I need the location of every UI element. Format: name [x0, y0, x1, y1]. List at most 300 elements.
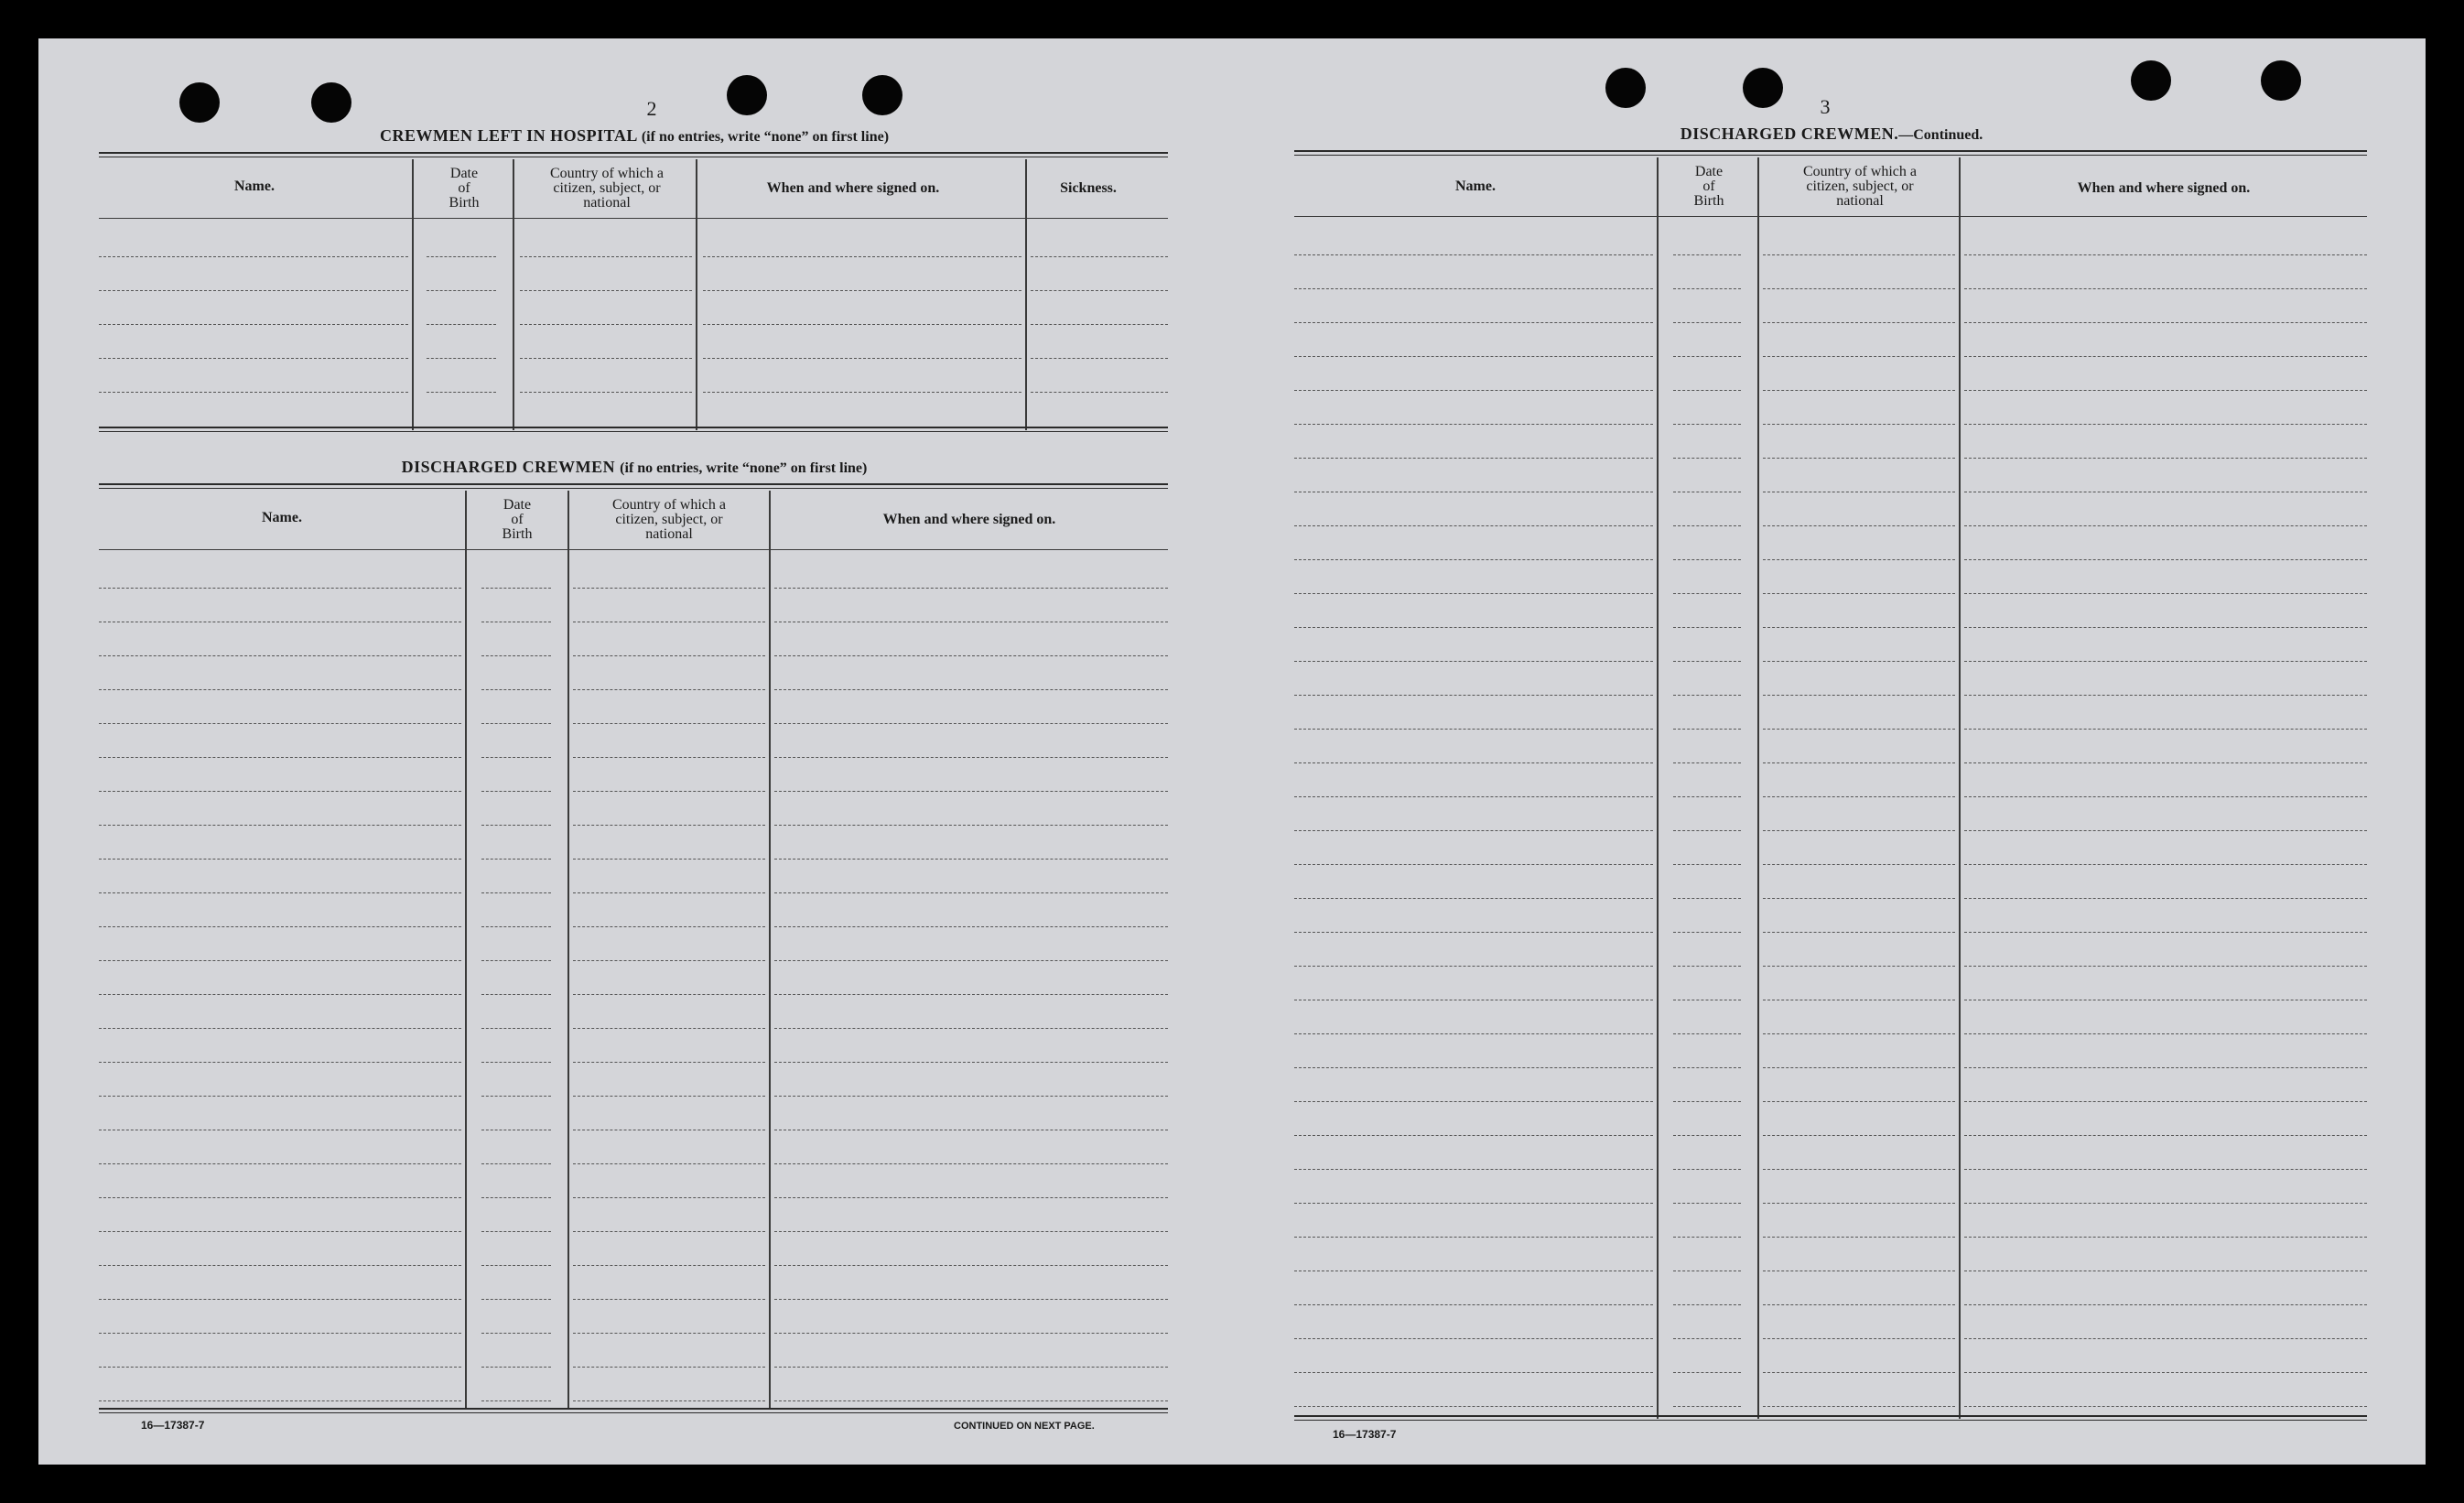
entry-line: [1763, 1033, 1955, 1034]
entry-line: [99, 1062, 461, 1063]
entry-line: [1673, 458, 1741, 459]
entry-line: [99, 791, 461, 792]
entry-line: [1294, 1101, 1653, 1102]
entry-line: [774, 825, 1168, 826]
hospital-col-sickness: Sickness.: [1060, 180, 1117, 196]
entry-line: [1964, 898, 2367, 899]
entry-line: [573, 1265, 765, 1266]
entry-line: [1294, 1237, 1653, 1238]
entry-line: [774, 1096, 1168, 1097]
hospital-col-divider: [412, 159, 414, 430]
entry-line: [1964, 1203, 2367, 1204]
right-col-dob: Date of Birth: [1693, 164, 1724, 209]
entry-line: [774, 1333, 1168, 1334]
entry-line: [99, 256, 408, 257]
page-number-right: 3: [1820, 95, 1831, 118]
entry-line: [1294, 1169, 1653, 1170]
entry-line: [1031, 290, 1168, 291]
entry-line: [774, 791, 1168, 792]
entry-line: [1964, 796, 2367, 797]
discharged-title-note: (if no entries, write “none” on first line): [620, 460, 868, 476]
discharged-col-divider: [567, 491, 569, 1410]
entry-line: [481, 1096, 551, 1097]
entry-line: [1673, 559, 1741, 560]
entry-line: [99, 757, 461, 758]
entry-line: [99, 892, 461, 893]
entry-line: [481, 859, 551, 860]
entry-line: [1294, 966, 1653, 967]
entry-line: [1964, 695, 2367, 696]
entry-line: [99, 859, 461, 860]
entry-line: [573, 1231, 765, 1232]
entry-line: [774, 1367, 1168, 1368]
entry-line: [481, 588, 551, 589]
entry-line: [573, 1400, 765, 1401]
entry-line: [427, 290, 496, 291]
entry-line: [1763, 695, 1955, 696]
entry-line: [1763, 322, 1955, 323]
entry-line: [1673, 627, 1741, 628]
right-header-rule: [1294, 216, 2367, 217]
entry-line: [1673, 932, 1741, 933]
right-title-text: DISCHARGED CREWMEN.: [1680, 124, 1899, 143]
entry-line: [1763, 762, 1955, 763]
entry-line: [774, 1265, 1168, 1266]
entry-line: [573, 859, 765, 860]
entry-line: [1964, 525, 2367, 526]
entry-line: [1294, 898, 1653, 899]
entry-line: [774, 960, 1168, 961]
right-title-suffix: —Continued.: [1898, 127, 1983, 143]
entry-line: [1673, 695, 1741, 696]
entry-line: [1673, 254, 1741, 255]
entry-line: [1673, 1067, 1741, 1068]
entry-line: [481, 825, 551, 826]
entry-line: [481, 1163, 551, 1164]
entry-line: [1294, 1304, 1653, 1305]
entry-line: [1294, 356, 1653, 357]
right-col-signed: When and where signed on.: [2077, 180, 2251, 196]
entry-line: [774, 892, 1168, 893]
entry-line: [1964, 1372, 2367, 1373]
entry-line: [1964, 762, 2367, 763]
discharged-col-divider: [465, 491, 467, 1410]
entry-line: [481, 1367, 551, 1368]
entry-line: [1964, 1101, 2367, 1102]
entry-line: [573, 1367, 765, 1368]
entry-line: [481, 926, 551, 927]
punch-hole: [1605, 68, 1646, 108]
entry-line: [1294, 593, 1653, 594]
entry-line: [99, 825, 461, 826]
entry-line: [427, 256, 496, 257]
entry-line: [1294, 1406, 1653, 1407]
entry-line: [481, 723, 551, 724]
entry-line: [1763, 254, 1955, 255]
entry-line: [703, 324, 1021, 325]
entry-line: [1294, 864, 1653, 865]
entry-line: [1294, 796, 1653, 797]
entry-line: [99, 689, 461, 690]
punch-hole: [2131, 60, 2171, 101]
entry-line: [99, 1028, 461, 1029]
entry-line: [1673, 661, 1741, 662]
entry-line: [520, 358, 692, 359]
entry-line: [774, 1163, 1168, 1164]
entry-line: [1294, 695, 1653, 696]
entry-line: [573, 892, 765, 893]
entry-line: [1763, 627, 1955, 628]
entry-line: [481, 1062, 551, 1063]
entry-line: [1673, 356, 1741, 357]
entry-line: [1673, 1304, 1741, 1305]
entry-line: [1673, 830, 1741, 831]
discharged-col-divider: [769, 491, 771, 1410]
entry-line: [1763, 796, 1955, 797]
entry-line: [703, 392, 1021, 393]
entry-line: [481, 655, 551, 656]
entry-line: [1964, 729, 2367, 730]
discharged-header-rule: [99, 549, 1168, 550]
entry-line: [774, 723, 1168, 724]
entry-line: [1763, 356, 1955, 357]
right-top-rule: [1294, 150, 2367, 156]
entry-line: [99, 723, 461, 724]
entry-line: [573, 1333, 765, 1334]
entry-line: [1294, 390, 1653, 391]
entry-line: [99, 1197, 461, 1198]
entry-line: [1673, 1406, 1741, 1407]
entry-line: [481, 1231, 551, 1232]
entry-line: [573, 1299, 765, 1300]
punch-hole: [862, 75, 902, 115]
hospital-title-note: (if no entries, write “none” on first line): [641, 129, 890, 145]
entry-line: [1294, 288, 1653, 289]
entry-line: [1294, 830, 1653, 831]
entry-line: [1294, 729, 1653, 730]
entry-line: [1964, 390, 2367, 391]
entry-line: [1673, 898, 1741, 899]
entry-line: [99, 588, 461, 589]
discharged-bottom-rule: [99, 1408, 1168, 1413]
entry-line: [1763, 1406, 1955, 1407]
entry-line: [1294, 932, 1653, 933]
entry-line: [99, 1299, 461, 1300]
hospital-col-divider: [1025, 159, 1027, 430]
entry-line: [1763, 661, 1955, 662]
entry-line: [774, 994, 1168, 995]
entry-line: [1031, 324, 1168, 325]
discharged-col-name: Name.: [262, 510, 302, 525]
entry-line: [1763, 1304, 1955, 1305]
entry-line: [1673, 424, 1741, 425]
entry-line: [1763, 864, 1955, 865]
entry-line: [1673, 1169, 1741, 1170]
entry-line: [481, 1265, 551, 1266]
entry-line: [1763, 1169, 1955, 1170]
discharged-title-text: DISCHARGED CREWMEN: [401, 458, 616, 476]
right-col-name: Name.: [1455, 178, 1496, 194]
entry-line: [1673, 729, 1741, 730]
entry-line: [481, 689, 551, 690]
entry-line: [1964, 1135, 2367, 1136]
punch-hole: [311, 82, 351, 123]
entry-line: [573, 1028, 765, 1029]
entry-line: [1964, 254, 2367, 255]
entry-line: [703, 290, 1021, 291]
entry-line: [573, 1197, 765, 1198]
entry-line: [774, 588, 1168, 589]
entry-line: [1763, 1067, 1955, 1068]
entry-line: [573, 926, 765, 927]
right-col-divider: [1657, 157, 1659, 1419]
entry-line: [1673, 1203, 1741, 1204]
entry-line: [99, 1231, 461, 1232]
hospital-top-rule: [99, 152, 1168, 157]
entry-line: [573, 689, 765, 690]
entry-line: [99, 994, 461, 995]
entry-line: [481, 757, 551, 758]
entry-line: [1673, 593, 1741, 594]
form-number-left: 16—17387-7: [141, 1419, 205, 1432]
entry-line: [1673, 1372, 1741, 1373]
entry-line: [1763, 288, 1955, 289]
entry-line: [481, 1028, 551, 1029]
entry-line: [1964, 1304, 2367, 1305]
hospital-col-divider: [513, 159, 514, 430]
entry-line: [1031, 256, 1168, 257]
entry-line: [1964, 1169, 2367, 1170]
punch-hole: [727, 75, 767, 115]
discharged-col-signed: When and where signed on.: [882, 512, 1056, 527]
entry-line: [1294, 1372, 1653, 1373]
entry-line: [481, 892, 551, 893]
entry-line: [1673, 762, 1741, 763]
entry-line: [1294, 1067, 1653, 1068]
entry-line: [573, 1096, 765, 1097]
entry-line: [1964, 627, 2367, 628]
entry-line: [1294, 525, 1653, 526]
entry-line: [481, 1333, 551, 1334]
entry-line: [1673, 966, 1741, 967]
entry-line: [427, 358, 496, 359]
entry-line: [1763, 932, 1955, 933]
entry-line: [1294, 627, 1653, 628]
entry-line: [1294, 559, 1653, 560]
hospital-col-dob: Date of Birth: [448, 166, 480, 211]
entry-line: [1673, 1135, 1741, 1136]
entry-line: [1964, 1237, 2367, 1238]
entry-line: [1673, 1237, 1741, 1238]
entry-line: [1763, 458, 1955, 459]
entry-line: [1964, 1338, 2367, 1339]
entry-line: [1964, 864, 2367, 865]
discharged-section-title: [99, 458, 1170, 477]
entry-line: [1294, 762, 1653, 763]
entry-line: [1294, 1338, 1653, 1339]
entry-line: [1294, 458, 1653, 459]
entry-line: [1673, 288, 1741, 289]
entry-line: [99, 655, 461, 656]
entry-line: [1964, 1033, 2367, 1034]
entry-line: [99, 1265, 461, 1266]
entry-line: [427, 324, 496, 325]
entry-line: [1763, 1237, 1955, 1238]
entry-line: [774, 1400, 1168, 1401]
entry-line: [520, 324, 692, 325]
entry-line: [1673, 1338, 1741, 1339]
punch-hole: [179, 82, 220, 123]
entry-line: [427, 392, 496, 393]
entry-line: [1763, 559, 1955, 560]
entry-line: [99, 358, 408, 359]
hospital-header-rule: [99, 218, 1168, 219]
entry-line: [774, 757, 1168, 758]
entry-line: [99, 1400, 461, 1401]
right-section-title: [1294, 124, 2369, 144]
entry-line: [1964, 288, 2367, 289]
entry-line: [1763, 729, 1955, 730]
entry-line: [703, 358, 1021, 359]
entry-line: [481, 1299, 551, 1300]
entry-line: [1763, 966, 1955, 967]
entry-line: [573, 791, 765, 792]
hospital-section-title: [99, 126, 1170, 146]
hospital-col-signed: When and where signed on.: [766, 180, 940, 196]
entry-line: [481, 1197, 551, 1198]
entry-line: [1964, 661, 2367, 662]
entry-line: [703, 256, 1021, 257]
entry-line: [1294, 1033, 1653, 1034]
entry-line: [1964, 559, 2367, 560]
right-col-divider: [1757, 157, 1759, 1419]
entry-line: [99, 1333, 461, 1334]
entry-line: [520, 392, 692, 393]
entry-line: [1964, 1406, 2367, 1407]
entry-line: [1964, 458, 2367, 459]
right-col-divider: [1959, 157, 1961, 1419]
entry-line: [573, 723, 765, 724]
entry-line: [774, 655, 1168, 656]
entry-line: [573, 1062, 765, 1063]
entry-line: [1763, 1338, 1955, 1339]
entry-line: [1294, 1135, 1653, 1136]
entry-line: [573, 757, 765, 758]
punch-hole: [2261, 60, 2301, 101]
entry-line: [1294, 1203, 1653, 1204]
entry-line: [573, 994, 765, 995]
entry-line: [481, 791, 551, 792]
entry-line: [99, 1163, 461, 1164]
entry-line: [1964, 322, 2367, 323]
entry-line: [1964, 932, 2367, 933]
entry-line: [573, 588, 765, 589]
entry-line: [1964, 966, 2367, 967]
entry-line: [573, 1163, 765, 1164]
entry-line: [1031, 358, 1168, 359]
page-number-left: 2: [646, 97, 657, 120]
hospital-col-country: Country of which a citizen, subject, or national: [550, 166, 664, 211]
entry-line: [1673, 1101, 1741, 1102]
entry-line: [481, 1400, 551, 1401]
entry-line: [1964, 830, 2367, 831]
entry-line: [774, 1299, 1168, 1300]
continued-note: CONTINUED ON NEXT PAGE.: [954, 1421, 1095, 1432]
entry-line: [1294, 254, 1653, 255]
entry-line: [1673, 1033, 1741, 1034]
entry-line: [1763, 1135, 1955, 1136]
entry-line: [774, 689, 1168, 690]
entry-line: [1031, 392, 1168, 393]
entry-line: [1763, 593, 1955, 594]
entry-line: [99, 392, 408, 393]
entry-line: [1673, 525, 1741, 526]
entry-line: [1673, 864, 1741, 865]
right-col-country: Country of which a citizen, subject, or national: [1803, 164, 1917, 209]
entry-line: [99, 1367, 461, 1368]
entry-line: [774, 1231, 1168, 1232]
entry-line: [573, 655, 765, 656]
entry-line: [1673, 796, 1741, 797]
hospital-col-name: Name.: [234, 178, 275, 194]
entry-line: [1294, 322, 1653, 323]
discharged-top-rule: [99, 483, 1168, 489]
entry-line: [1294, 661, 1653, 662]
entry-line: [1763, 525, 1955, 526]
entry-line: [1964, 593, 2367, 594]
entry-line: [520, 256, 692, 257]
entry-line: [774, 1197, 1168, 1198]
entry-line: [99, 926, 461, 927]
entry-line: [774, 859, 1168, 860]
entry-line: [1294, 424, 1653, 425]
hospital-title-text: CREWMEN LEFT IN HOSPITAL: [379, 126, 637, 145]
punch-hole: [1743, 68, 1783, 108]
entry-line: [1964, 424, 2367, 425]
entry-line: [99, 290, 408, 291]
discharged-col-country: Country of which a citizen, subject, or national: [612, 497, 726, 542]
entry-line: [573, 825, 765, 826]
entry-line: [1763, 830, 1955, 831]
entry-line: [99, 324, 408, 325]
entry-line: [1763, 424, 1955, 425]
entry-line: [99, 1096, 461, 1097]
entry-line: [481, 994, 551, 995]
entry-line: [573, 960, 765, 961]
entry-line: [774, 1028, 1168, 1029]
entry-line: [1763, 1372, 1955, 1373]
entry-line: [99, 960, 461, 961]
right-bottom-rule: [1294, 1415, 2367, 1421]
entry-line: [774, 1062, 1168, 1063]
hospital-col-divider: [696, 159, 697, 430]
document-sheet: [38, 38, 2426, 1465]
entry-line: [1673, 322, 1741, 323]
entry-line: [1763, 1101, 1955, 1102]
entry-line: [520, 290, 692, 291]
discharged-col-dob: Date of Birth: [502, 497, 533, 542]
entry-line: [481, 960, 551, 961]
entry-line: [1763, 898, 1955, 899]
entry-line: [1673, 390, 1741, 391]
hospital-bottom-rule: [99, 427, 1168, 432]
form-number-right: 16—17387-7: [1333, 1428, 1397, 1441]
entry-line: [1763, 1203, 1955, 1204]
entry-line: [774, 926, 1168, 927]
entry-line: [1964, 356, 2367, 357]
entry-line: [1763, 390, 1955, 391]
entry-line: [1964, 1067, 2367, 1068]
